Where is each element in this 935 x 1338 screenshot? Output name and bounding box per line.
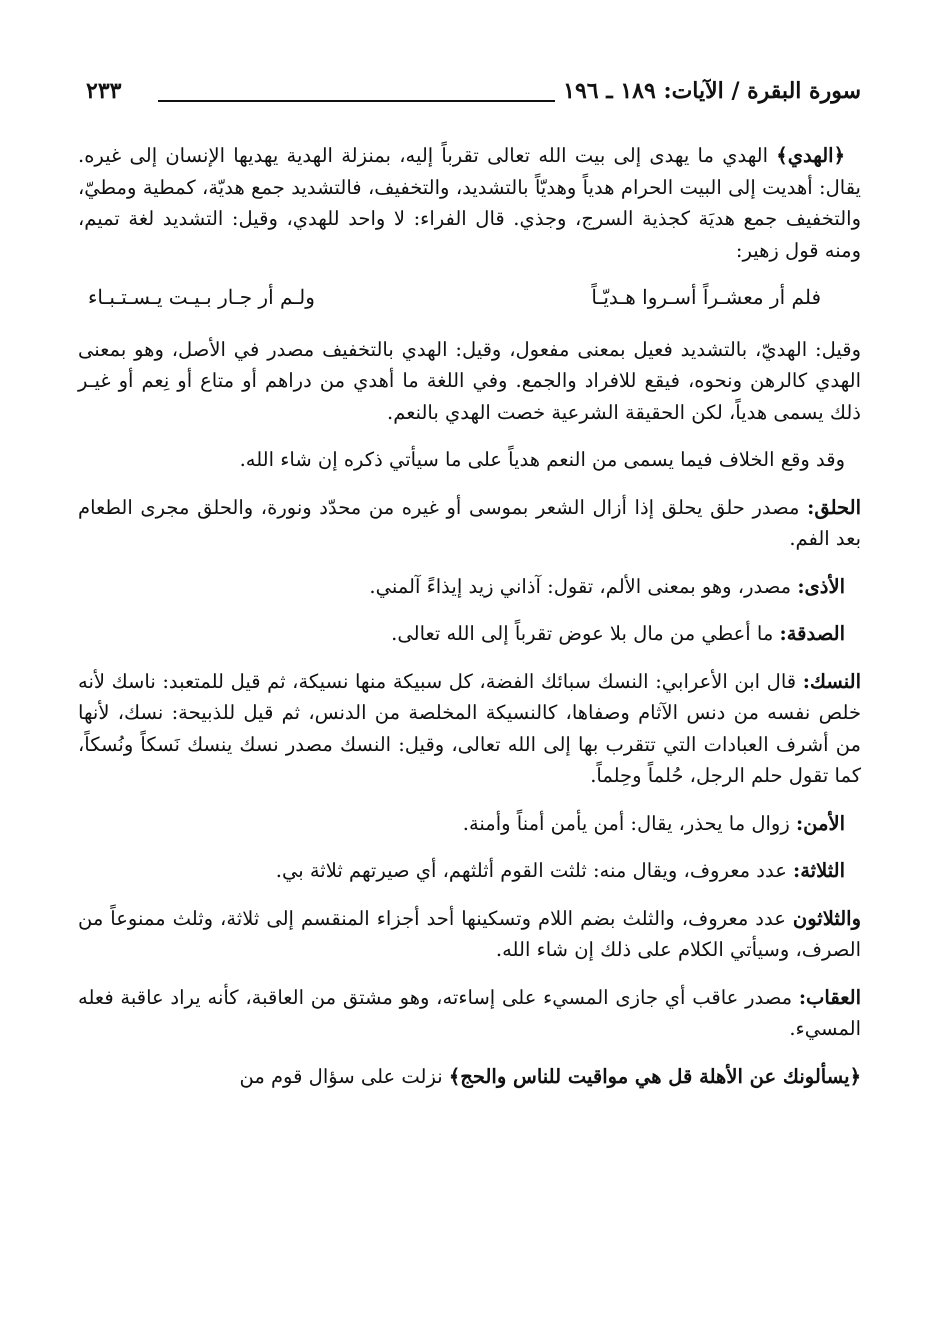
paragraph-sadaqa [78, 618, 861, 650]
paragraph-ahilla [78, 1061, 861, 1093]
definition-hady: الهدي ما يهدى إلى بيت الله تعالى تقرباً إليه، بمنزلة الهدية يهديها الإنسان إلى غيره. يقال: أهديت إلى البيت الحرام هدياً وهديّاً بالتشديد، والتخفيف، فالتشديد جمع هديّة، كمطية ومطيّ، والتخفيف جمع هديَة كجذية السرج، وجذي. قال الفراء: لا واحد للهدي، وقيل: التشديد لغة تميم، ومنه قول زهير: [78, 144, 861, 262]
term-ahilla: ﴿يسألونك عن الأهلة قل هي مواقيت للناس والحج﴾ [448, 1064, 861, 1088]
page-header [86, 78, 861, 118]
term-thalatha: الثلاثة: [793, 859, 845, 882]
paragraph-thalatha [78, 855, 861, 887]
paragraph-text: وقد وقع الخلاف فيما يسمى من النعم هدياً على ما سيأتي ذكره إن شاء الله. [239, 448, 845, 471]
page-body [78, 140, 861, 1108]
verse-hemistich-1: فلم أر معشـراً أسـروا هـديّـاً [591, 285, 821, 309]
definition-halq: مصدر حلق يحلق إذا أزال الشعر بموسى أو غيره من محدّد ونورة، والحلق مجرى الطعام بعد الفم. [78, 495, 861, 550]
chapter-title: سورة البقرة / الآيات: ١٨٩ ـ ١٩٦ [555, 78, 861, 104]
definition-thalatha: عدد معروف، ويقال منه: ثلثت القوم أثلثهم، أي صيرتهم ثلاثة بي. [275, 859, 794, 882]
definition-amn: زوال ما يحذر، يقال: أمن يأمن أمناً وأمنة. [462, 811, 796, 835]
paragraph-nusuk [78, 666, 861, 792]
paragraph-iqab [78, 982, 861, 1045]
definition-thalathun: عدد معروف، والثلث بضم اللام وتسكينها أحد أجزاء المنقسم إلى ثلاثة، وثلث ممنوعاً من الصرف، وسيأتي الكلام على ذلك إن شاء الله. [78, 906, 861, 961]
term-adha: الأذى: [797, 574, 845, 598]
header-rule [158, 100, 571, 102]
paragraph-text: وقيل: الهديّ، بالتشديد فعيل بمعنى مفعول، وقيل: الهدي بالتخفيف مصدر في الأصل، وهو بمعنى الهدي كالرهن ونحوه، فيقع للافراد والجمع. وفي اللغة ما أهدي من دراهم أو متاع أو نِعم أو غيـر ذلك يسمى هدياً، لكن الحقيقة الشرعية خصت الهدي بالنعم. [78, 337, 861, 424]
definition-adha: مصدر، وهو بمعنى الألم، تقول: آذاني زيد إيذاءً آلمني. [369, 574, 798, 598]
term-nusuk: النسك: [802, 669, 861, 693]
term-halq: الحلق: [807, 495, 861, 519]
poetry-verse [88, 282, 821, 314]
paragraph-hady-3 [78, 444, 861, 476]
paragraph-halq [78, 492, 861, 555]
definition-ahilla: نزلت على سؤال قوم من [239, 1064, 449, 1088]
term-iqab: العقاب: [798, 985, 861, 1009]
paragraph-adha [78, 571, 861, 603]
verse-hemistich-2: ولـم أر جـار بـيـت يـسـتـبـاء [88, 285, 315, 309]
term-amn: الأمن: [795, 811, 845, 835]
paragraph-amn [78, 808, 861, 840]
paragraph-hady-2 [78, 334, 861, 429]
page-number: ٢٣٣ [86, 78, 129, 104]
paragraph-hady [78, 140, 861, 266]
term-thalathun: والثلاثون [792, 906, 861, 930]
term-hady: ﴿الهدي﴾ [776, 144, 845, 167]
term-sadaqa: الصدقة: [779, 622, 845, 645]
definition-sadaqa: ما أعطي من مال بلا عوض تقرباً إلى الله تعالى. [391, 622, 780, 645]
paragraph-thalathun [78, 903, 861, 966]
definition-nusuk: قال ابن الأعرابي: النسك سبائك الفضة، كل سبيكة منها نسيكة، ثم قيل للمتعبد: ناسك لأنه خلص نفسه من دنس الآثام وصفاها، كالنسيكة المخلصة من الدنس، ثم قيل للذبيحة: نسك، لأنها من أشرف العبادات التي تتقرب بها إلى الله تعالى، وقيل: النسك مصدر نسك ينسك نَسكاً ونُسكاً، كما تقول حلم الرجل، حُلماً وحِلماً. [78, 669, 861, 787]
definition-iqab: مصدر عاقب أي جازى المسيء على إساءته، وهو مشتق من العاقبة، كأنه يراد عاقبة فعله المسيء. [78, 985, 861, 1040]
